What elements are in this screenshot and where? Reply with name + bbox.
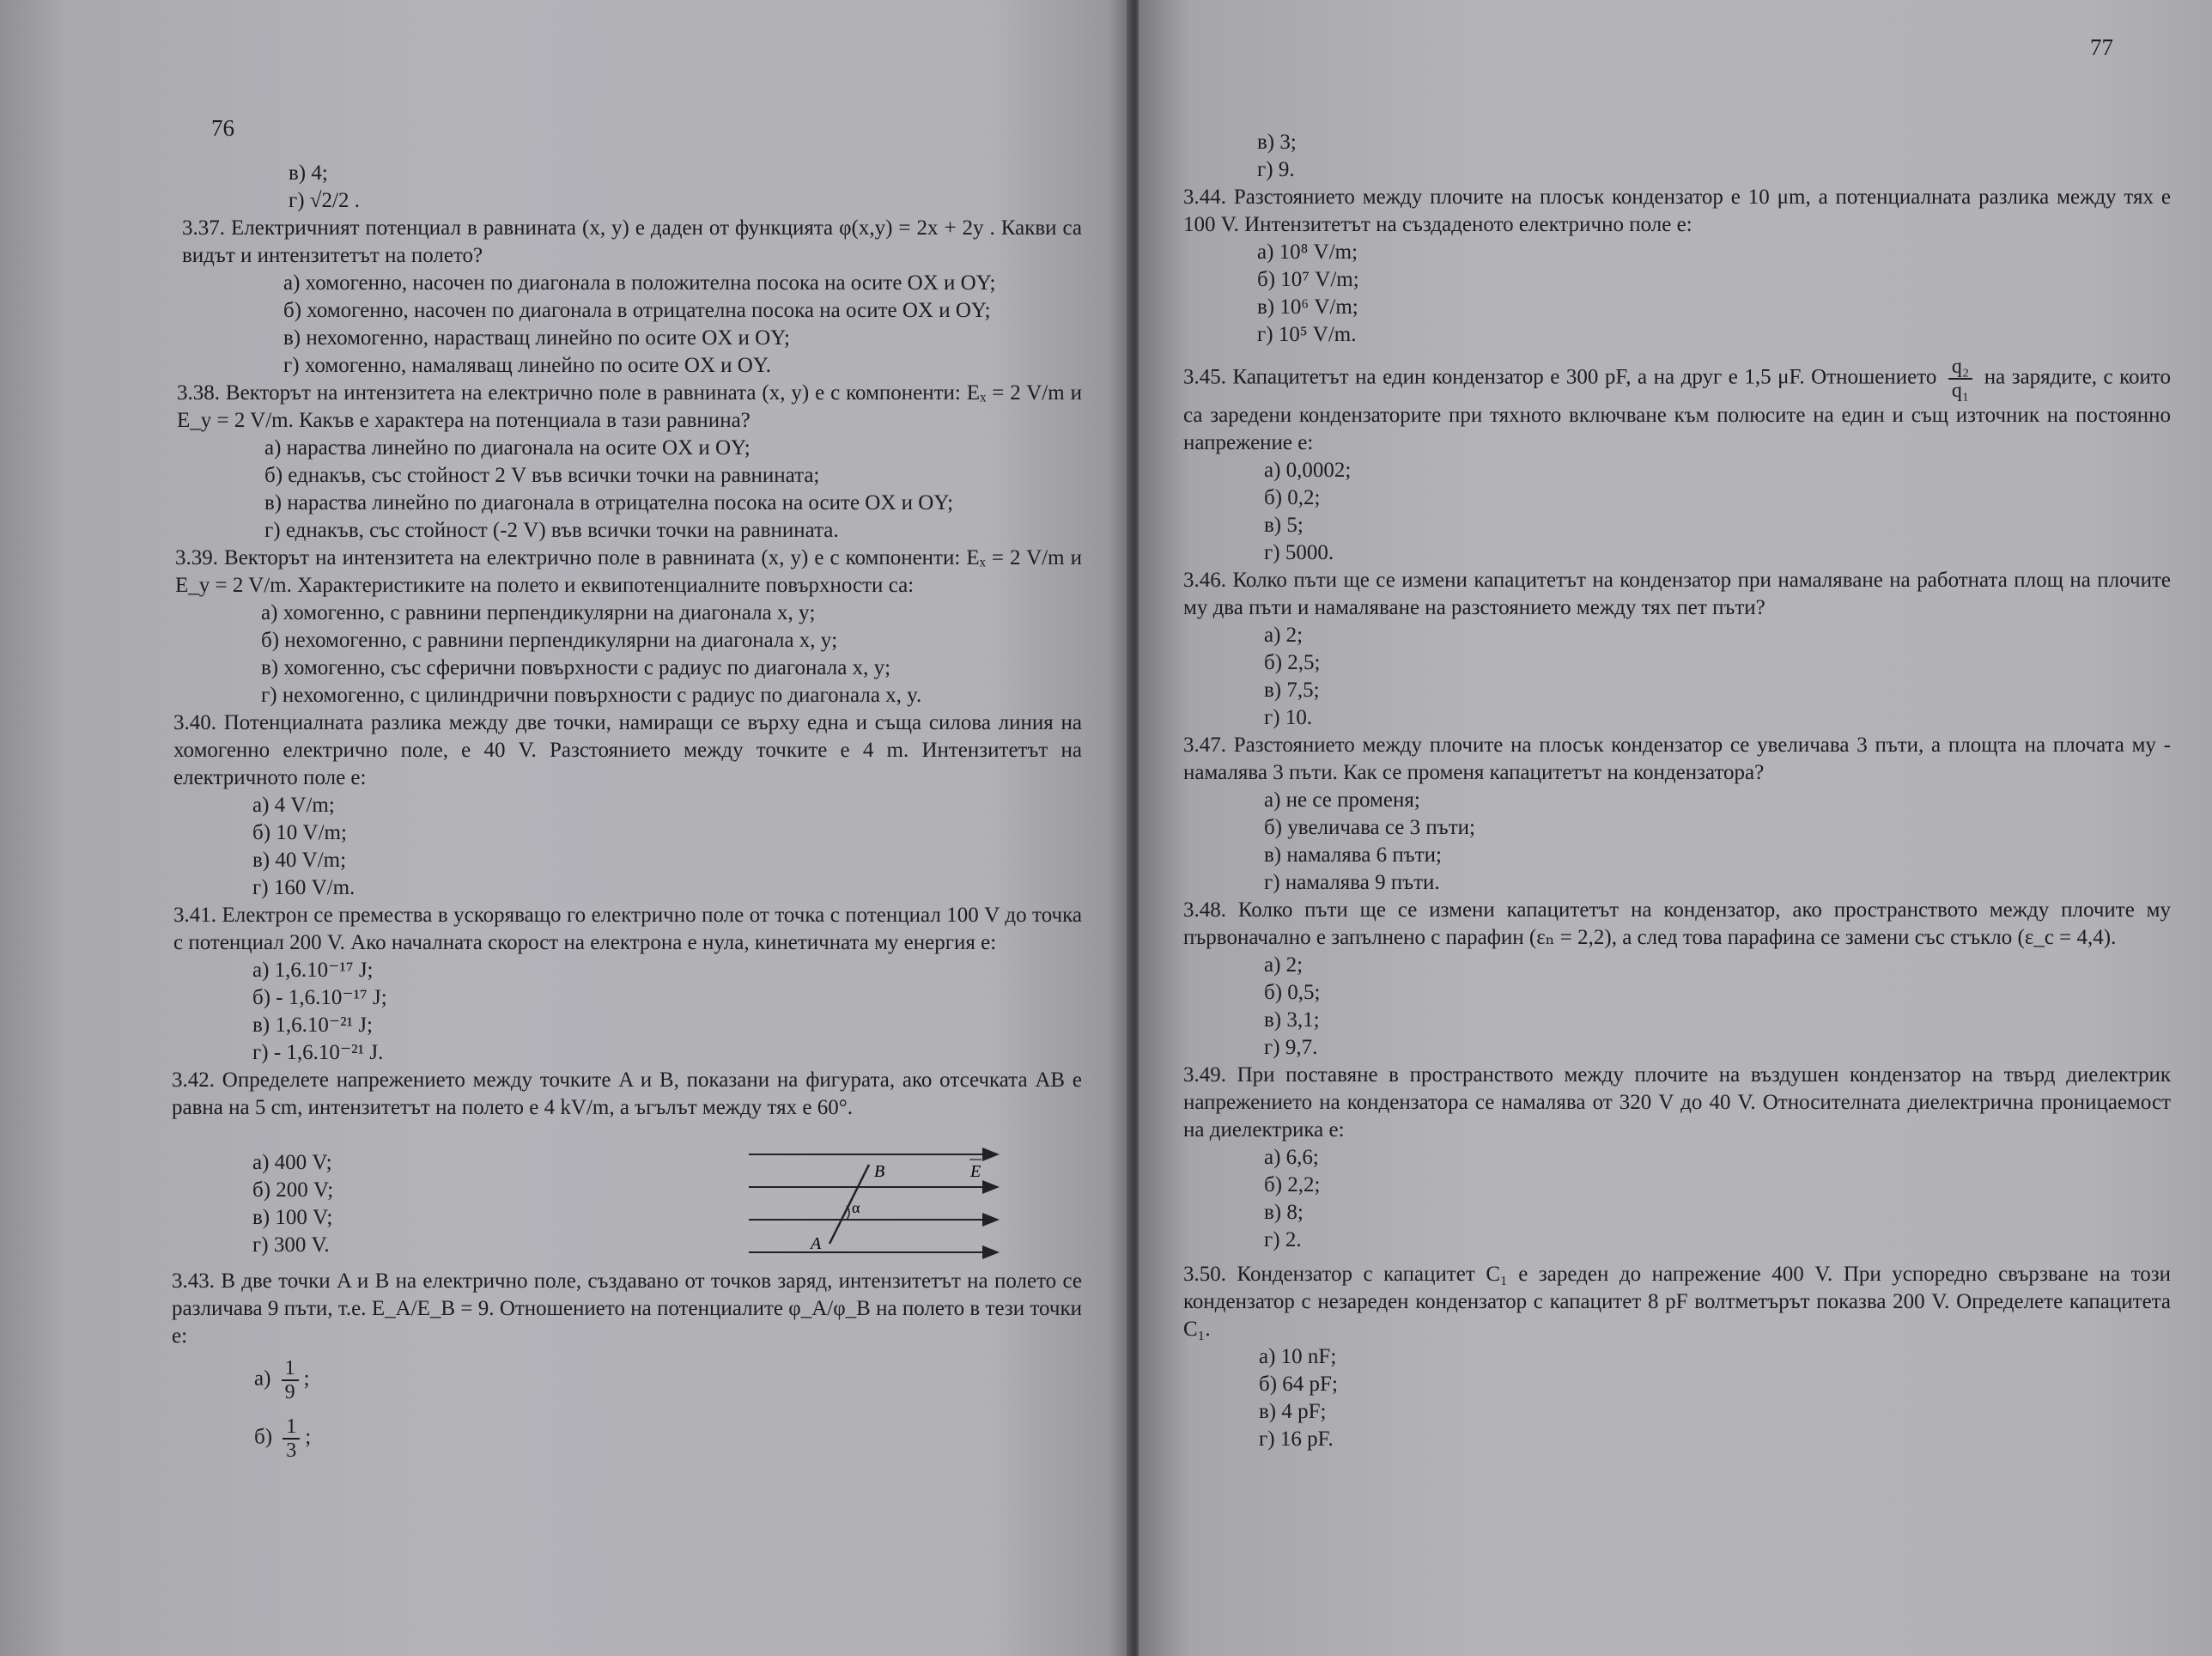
question-3-45-text-end: на зарядите, с които са заредени кондензаторите при тяхното включване към полюсите на един и същ източник на постоянно напрежение е:: [1183, 365, 2172, 454]
question-3-40: 3.40. Потенциалната разлика между две точки, намиращи се върху една и съща силова линия на хомогенно електрично поле, е 40 V. Разстоянието между точките е 4 m. Интензитетът на електричното поле е:: [173, 711, 1082, 789]
fraction: [283, 1416, 300, 1462]
option: б) 2,5;: [1264, 651, 1321, 674]
option: в) 3;: [1257, 131, 1297, 154]
option: в) 5;: [1264, 514, 1304, 537]
option: б) 10⁷ V/m;: [1257, 268, 1359, 291]
option-suffix: ;: [305, 1425, 312, 1449]
option: г) 10⁵ V/m.: [1257, 323, 1357, 346]
option: б) - 1,6.10⁻¹⁷ J;: [252, 986, 387, 1009]
question-3-48: 3.48. Колко пъти ще се измени капацитетът на кондензатор, ако пространството между плочите му първоначално е запълнено с парафин (εₙ = 2,2), а след това парафина се замени със стъкло (ε_c = 4,4).: [1183, 898, 2171, 949]
option: в) 40 V/m;: [252, 849, 347, 872]
fraction-numerator: q₂: [1948, 356, 1972, 380]
option: б) 64 pF;: [1259, 1373, 1338, 1396]
option: в) 3,1;: [1264, 1008, 1320, 1032]
option: г) 2.: [1264, 1228, 1302, 1251]
option: а) 10 nF;: [1259, 1345, 1337, 1368]
option: г) - 1,6.10⁻²¹ J.: [252, 1041, 384, 1064]
fraction-denominator: q₁: [1951, 380, 1970, 402]
option: а) хомогенно, насочен по диагонала в положителна посока на осите OX и OY;: [283, 271, 996, 295]
option: г) хомогенно, намаляващ линейно по осите OX и OY.: [283, 354, 771, 377]
option: г) 10.: [1264, 706, 1313, 729]
angle-alpha-label: α: [852, 1199, 860, 1216]
field-e-label: E: [970, 1162, 981, 1181]
option: в) нараства линейно по диагонала в отрицателна посока на осите OX и OY;: [264, 491, 954, 514]
point-a-label: A: [811, 1234, 822, 1253]
option: г) намалява 9 пъти.: [1264, 871, 1440, 894]
option: а) 6,6;: [1264, 1146, 1319, 1169]
fraction: [282, 1357, 299, 1403]
question-3-46: 3.46. Колко пъти ще се измени капацитетът на кондензатор при намаляване на работната площ на плочите му два пъти и намаляване на разстоянието между тях пет пъти?: [1183, 569, 2171, 619]
option: г) 300 V.: [252, 1233, 330, 1257]
option: б) хомогенно, насочен по диагонала в отрицателна посока на осите OX и OY;: [283, 299, 991, 322]
option: в) 1,6.10⁻²¹ J;: [252, 1014, 373, 1037]
fraction-option: [182, 1416, 1082, 1462]
segment-ab: [830, 1165, 869, 1244]
fraction-denominator: 3: [286, 1440, 297, 1462]
question-3-37: 3.37. Електричният потенциал в равнината (x, y) е даден от функцията φ(x,y) = 2x + 2y . Какви са видът и интензитетът на полето?: [182, 216, 1082, 267]
option-prefix: б): [254, 1425, 273, 1449]
option: в) 4 pF;: [1259, 1400, 1327, 1423]
option: в) нехомогенно, нарастващ линейно по осите OX и OY;: [283, 326, 790, 350]
option-suffix: ;: [303, 1367, 310, 1391]
option: г) еднакъв, със стойност (-2 V) във всички точки на равнината.: [264, 519, 839, 542]
question-3-42: 3.42. Определете напрежението между точките A и B, показани на фигурата, ако отсечката AB е равна на 5 cm, интензитетът на полето е 4 kV/m, а ъгълът между тях е 60°.: [172, 1068, 1082, 1119]
right-page: [1139, 0, 2212, 1656]
question-3-44: 3.44. Разстоянието между плочите на плосък кондензатор е 10 μm, а потенциалната разлика между тях е 100 V. Интензитетът на създаденото електрично поле е:: [1183, 186, 2171, 236]
point-b-label: B: [874, 1162, 885, 1181]
option: б) еднакъв, със стойност 2 V във всички точки на равнината;: [264, 464, 820, 487]
question-3-49: 3.49. При поставяне в пространството между плочите на въздушен кондензатор на твърд диелектрик напрежението на кондензатора се намалява от 320 V до 40 V. Относителната диелектрична проницаемост на диелектрика е:: [1183, 1063, 2171, 1142]
option: б) 2,2;: [1264, 1173, 1321, 1196]
fraction-numerator: 1: [282, 1357, 299, 1381]
field-lines-figure: [740, 1134, 1015, 1271]
option: б) 0,2;: [1264, 486, 1321, 509]
option: г) 5000.: [1264, 541, 1334, 564]
option: б) 200 V;: [252, 1178, 334, 1202]
question-3-38: 3.38. Векторът на интензитета на електрично поле в равнината (x, y) е с компоненти: Eₓ = 2 V/m и E_y = 2 V/m. Какъв е характера на потенциала в тази равнина?: [177, 381, 1082, 432]
option-prefix: а): [254, 1367, 271, 1391]
option: а) 4 V/m;: [252, 794, 335, 817]
option: в) 4;: [289, 161, 328, 185]
option: г) 9,7.: [1264, 1036, 1318, 1059]
option: а) 0,0002;: [1264, 459, 1352, 482]
fraction-numerator: 1: [283, 1416, 300, 1440]
page-number-left: 76: [211, 115, 234, 141]
page-number-right: 77: [2090, 34, 2113, 60]
option: а) 1,6.10⁻¹⁷ J;: [252, 959, 374, 982]
option: б) увеличава се 3 пъти;: [1264, 816, 1475, 839]
option: в) намалява 6 пъти;: [1264, 843, 1442, 867]
question-3-39: 3.39. Векторът на интензитета на електрично поле в равнината (x, y) е с компоненти: Eₓ = 2 V/m и E_y = 2 V/m. Характеристиките на полето и еквипотенциалните повърхности са:: [175, 546, 1082, 597]
option: г) нехомогенно, с цилиндрични повърхности с радиус по диагонала x, y.: [261, 684, 922, 707]
option: а) хомогенно, с равнини перпендикулярни на диагонала x, y;: [261, 601, 816, 624]
option: в) хомогенно, със сферични повърхности с радиус по диагонала x, y;: [261, 656, 891, 679]
option: а) нараства линейно по диагонала на осите OX и OY;: [264, 436, 750, 460]
question-3-45-text-start: 3.45. Капацитетът на един кондензатор е 300 pF, а на друг е 1,5 μF. Отношението: [1183, 365, 1937, 389]
option: г) √2/2 .: [289, 189, 360, 212]
option: а) 2;: [1264, 953, 1304, 977]
charge-ratio-fraction: [1948, 356, 1972, 402]
option: в) 8;: [1264, 1201, 1304, 1224]
right-page-content: [1183, 129, 2171, 1453]
fraction-denominator: 9: [284, 1381, 295, 1403]
option: б) нехомогенно, с равнини перпендикулярни на диагонала x, y;: [261, 629, 838, 652]
question-3-47: 3.47. Разстоянието между плочите на плосък кондензатор се увеличава 3 пъти, а площта на плочата му - намалява 3 пъти. Как се променя капацитетът на кондензатора?: [1183, 734, 2171, 784]
question-3-41: 3.41. Електрон се премества в ускоряващо го електрично поле от точка с потенциал 100 V до точка с потенциал 200 V. Ако началната скорост на електрона е нула, кинетичната му енергия е:: [173, 904, 1082, 954]
option: б) 10 V/m;: [252, 821, 347, 844]
option: б) 0,5;: [1264, 981, 1321, 1004]
option: г) 9.: [1257, 158, 1295, 181]
fraction-option: [182, 1357, 1082, 1403]
question-3-45: [1183, 356, 2171, 457]
question-3-50: 3.50. Кондензатор с капацитет C₁ е зареден до напрежение 400 V. При успоредно свързване на този кондензатор с незареден кондензатор с капацитет 8 pF волтметърът показва 200 V. Определете капацитета C₁.: [1183, 1263, 2171, 1341]
option: а) 400 V;: [252, 1151, 332, 1174]
option: г) 16 pF.: [1259, 1428, 1334, 1451]
question-3-43: 3.43. В две точки A и B на електрично поле, създавано от точков заряд, интензитетът на полето се различава 9 пъти, т.е. E_A/E_B = 9. Отношението на потенциалите φ_A/φ_B на полето в тези точки е:: [172, 1269, 1082, 1348]
option: а) не се променя;: [1264, 788, 1420, 812]
option: а) 10⁸ V/m;: [1257, 240, 1358, 264]
option: в) 10⁶ V/m;: [1257, 295, 1358, 319]
option: г) 160 V/m.: [252, 876, 356, 899]
option: а) 2;: [1264, 624, 1304, 647]
option: в) 7,5;: [1264, 679, 1320, 702]
option: в) 100 V;: [252, 1206, 333, 1229]
